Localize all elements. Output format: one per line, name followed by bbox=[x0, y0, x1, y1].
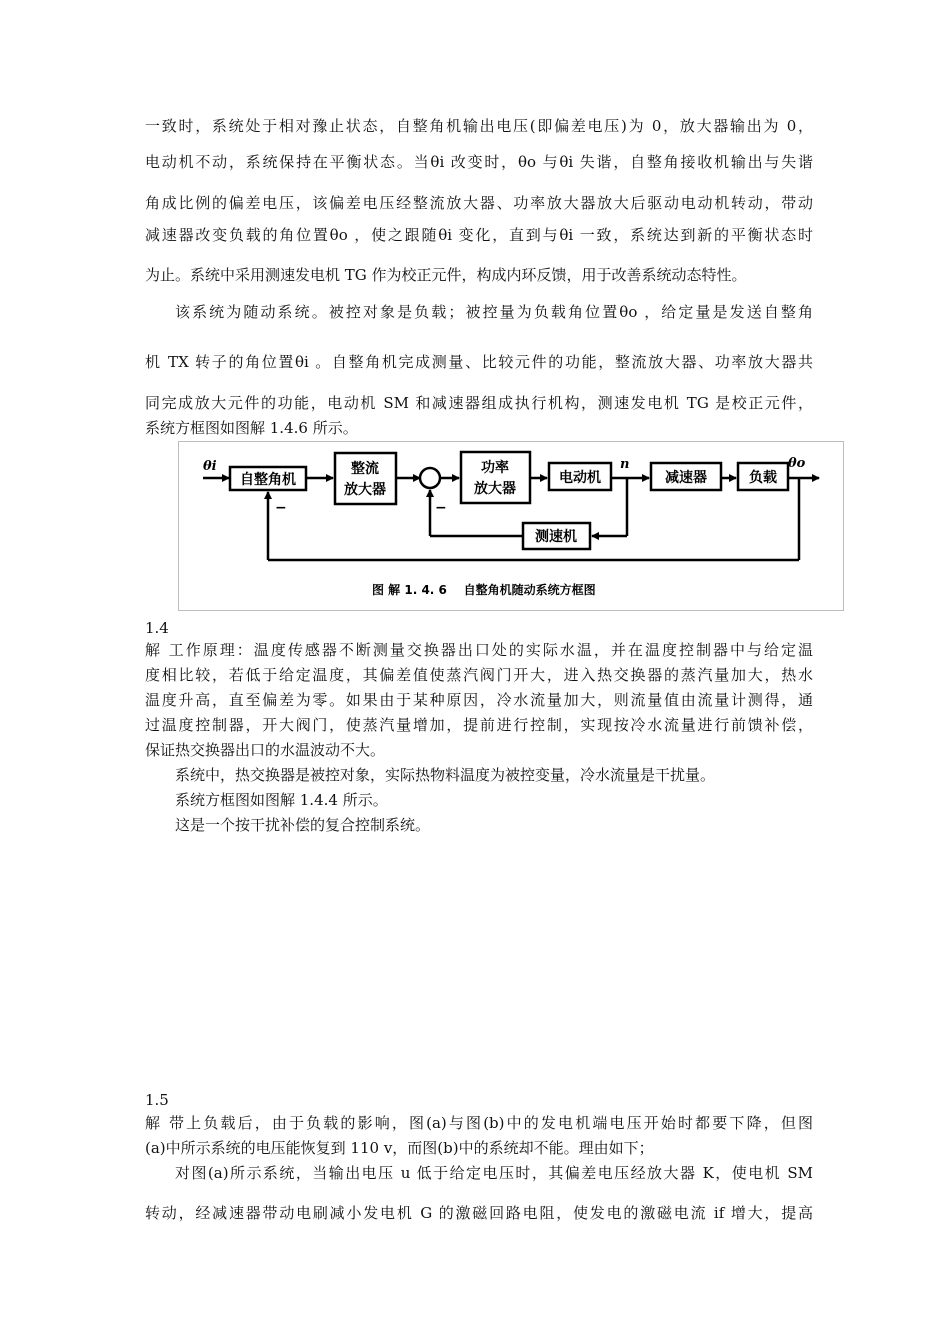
paragraph-line: 减速器改变负载的角位置θo ，使之跟随θi 变化，直到与θi 一致，系统达到新的平衡状态时 bbox=[145, 226, 813, 244]
rectifier-amplifier-label-1: 整流 bbox=[351, 461, 379, 477]
figure-caption: 图 解 1. 4. 6 自整角机随动系统方框图 bbox=[372, 583, 596, 597]
section-number: 1.4 bbox=[145, 619, 169, 637]
block-diagram-figure bbox=[178, 441, 844, 611]
paragraph-line: (a)中所示系统的电压能恢复到 110 v，而图(b)中的系统却不能。理由如下； bbox=[145, 1139, 654, 1157]
paragraph-line: 角成比例的偏差电压，该偏差电压经整流放大器、功率放大器放大后驱动电动机转动，带动 bbox=[145, 194, 813, 212]
paragraph-line: 这是一个按干扰补偿的复合控制系统。 bbox=[175, 816, 431, 834]
inner-loop-minus-sign: − bbox=[435, 500, 447, 516]
rectifier-amplifier-label-2: 放大器 bbox=[344, 482, 386, 498]
section-number: 1.5 bbox=[145, 1091, 169, 1109]
paragraph-line: 一致时，系统处于相对豫止状态，自整角机输出电压(即偏差电压)为 0，放大器输出为 0， bbox=[145, 117, 813, 135]
input-symbol: θi bbox=[203, 459, 217, 474]
block-diagram bbox=[179, 442, 843, 610]
paragraph-line: 过温度控制器，开大阀门，使蒸汽量增加，提前进行控制，实现按冷水流量进行前馈补偿， bbox=[145, 716, 813, 734]
paragraph-line: 同完成放大元件的功能，电动机 SM 和减速器组成执行机构，测速发电机 TG 是校正元件， bbox=[145, 394, 813, 412]
power-amplifier-label-1: 功率 bbox=[481, 460, 509, 476]
paragraph-line: 系统中，热交换器是被控对象，实际热物料温度为被控变量，冷水流量是干扰量。 bbox=[175, 766, 716, 784]
outer-loop-minus-sign: − bbox=[275, 500, 287, 516]
tachometer-label: 测速机 bbox=[535, 529, 577, 545]
paragraph-line: 度相比较，若低于给定温度，其偏差值使蒸汽阀门开大，进入热交换器的蒸汽量加大，热水 bbox=[145, 666, 813, 684]
paragraph-line: 该系统为随动系统。被控对象是负载；被控量为负载角位置θo ，给定量是发送自整角 bbox=[175, 303, 813, 321]
speed-symbol: n bbox=[620, 457, 630, 472]
paragraph-line: 解 带上负载后，由于负载的影响，图(a)与图(b)中的发电机端电压开始时都要下降，但图 bbox=[145, 1114, 813, 1132]
load-label: 负载 bbox=[749, 470, 777, 486]
power-amplifier-label-2: 放大器 bbox=[474, 481, 516, 497]
selsyn-label: 自整角机 bbox=[240, 472, 296, 488]
reducer-label: 减速器 bbox=[665, 470, 707, 486]
paragraph-line: 保证热交换器出口的水温波动不大。 bbox=[145, 741, 386, 759]
motor-label: 电动机 bbox=[559, 470, 601, 486]
paragraph-line: 系统方框图如图解 1.4.4 所示。 bbox=[175, 791, 388, 809]
output-symbol: θo bbox=[788, 456, 806, 471]
paragraph-line: 电动机不动，系统保持在平衡状态。当θi 改变时，θo 与θi 失谐，自整角接收机输出与失谐 bbox=[145, 153, 813, 171]
paragraph-line: 机 TX 转子的角位置θi 。自整角机完成测量、比较元件的功能，整流放大器、功率放大器共 bbox=[145, 353, 813, 371]
paragraph-line: 系统方框图如图解 1.4.6 所示。 bbox=[145, 419, 358, 437]
paragraph-line: 对图(a)所示系统，当输出电压 u 低于给定电压时，其偏差电压经放大器 K，使电机 SM bbox=[175, 1164, 813, 1182]
paragraph-line: 转动，经减速器带动电刷减小发电机 G 的激磁回路电阻，使发电的激磁电流 if 增大，提高 bbox=[145, 1204, 813, 1222]
paragraph-line: 为止。系统中采用测速发电机 TG 作为校正元件，构成内环反馈，用于改善系统动态特性。 bbox=[145, 266, 747, 284]
paragraph-line: 温度升高，直至偏差为零。如果由于某种原因，冷水流量加大，则流量值由流量计测得，通 bbox=[145, 691, 813, 709]
summing-junction bbox=[420, 468, 440, 488]
paragraph-line: 解 工作原理：温度传感器不断测量交换器出口处的实际水温，并在温度控制器中与给定温 bbox=[145, 641, 813, 659]
